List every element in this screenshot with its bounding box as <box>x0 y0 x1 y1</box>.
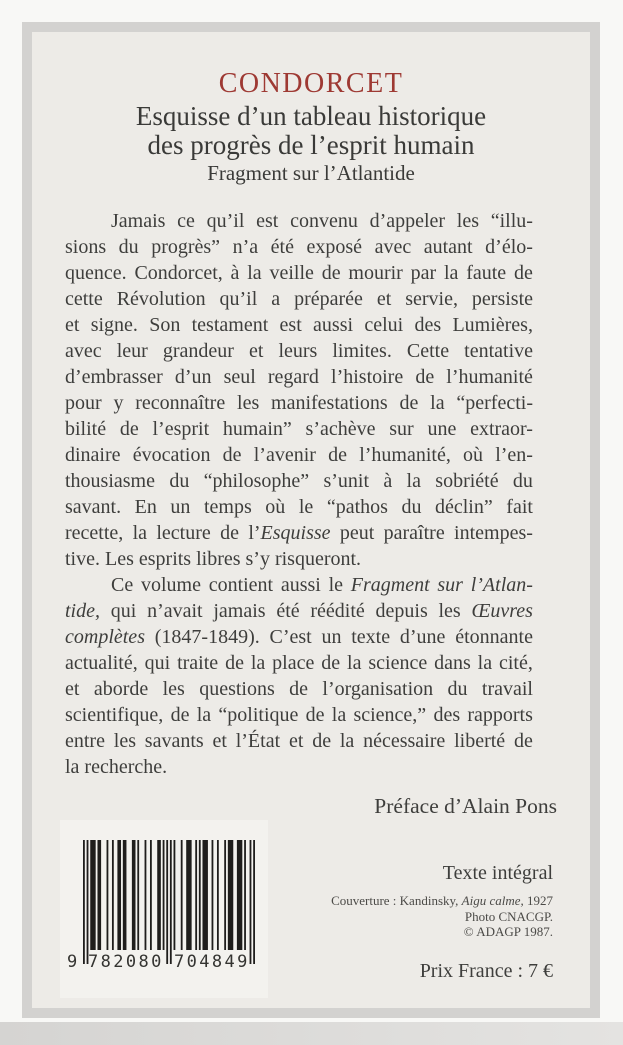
blurb-line: dinaire évocation de l’avenir de l’humanité, où l’en- <box>65 444 533 466</box>
blurb-line: la recherche. <box>65 756 168 778</box>
blurb-line: savant. En un temps où le “pathos du déclin” fait <box>65 496 533 518</box>
edition-note: Texte intégral <box>442 862 553 884</box>
credit-line: © ADAGP 1987. <box>463 924 553 939</box>
blurb-line: tive. Les esprits libres s’y risqueront. <box>65 548 362 570</box>
blurb-line: recette, la lecture de l’Esquisse peut paraître intempes- <box>65 522 533 544</box>
ean13-barcode <box>67 840 255 990</box>
blurb-line: scientifique, de la “politique de la science,” des rapports <box>65 704 533 726</box>
credit-line: Photo CNACGP. <box>464 908 553 924</box>
author-name: CONDORCET <box>218 68 404 99</box>
blurb-line: entre les savants et l’État et de la nécessaire liberté de <box>65 730 533 752</box>
barcode-system-digit: 9 <box>67 952 78 972</box>
table-surface-strip <box>0 1022 623 1045</box>
book-subtitle: Fragment sur l’Atlantide <box>207 161 415 185</box>
blurb-line: sions du progrès” n’a été exposé avec autant d’élo- <box>65 236 533 258</box>
preface-credit: Préface d’Alain Pons <box>374 794 557 818</box>
cover-art-credits <box>331 893 553 940</box>
cover-panel <box>22 22 600 1018</box>
barcode-bars <box>83 840 255 966</box>
blurb-line: d’embrasser d’un seul regard l’histoire de l’humanité <box>65 366 533 388</box>
blurb-line: tide, qui n’avait jamais été réédité depuis les Œuvres <box>65 600 533 622</box>
blurb-line: cette Révolution qu’il a préparée et servie, persiste <box>65 288 533 310</box>
blurb-line: thousiasme du “philosophe” s’unit à la sobriété du <box>65 470 533 492</box>
blurb-line: actualité, qui traite de la place de la science dans la cité, <box>65 652 533 674</box>
barcode-left-digits: 782080 <box>88 952 164 972</box>
blurb-line: complètes (1847-1849). C’est un texte d’une étonnante <box>65 626 533 648</box>
blurb <box>65 208 533 780</box>
book-title <box>32 102 590 160</box>
blurb-line: quence. Condorcet, à la veille de mourir par la faute de <box>65 262 533 284</box>
blurb-line: et aborde les questions de l’organisation du travail <box>65 678 533 700</box>
price-label: Prix France : 7 € <box>419 960 553 982</box>
blurb-line: bilité de l’esprit humain” s’achève sur une extraor- <box>65 418 533 440</box>
blurb-line: et signe. Son testament est aussi celui des Lumières, <box>65 314 533 336</box>
book-title-line2: des progrès de l’esprit humain <box>147 130 475 160</box>
credit-line: Couverture : Kandinsky, Aigu calme, 1927 <box>331 893 553 908</box>
barcode-right-digits: 704849 <box>174 952 250 972</box>
book-title-line1: Esquisse d’un tableau historique <box>135 101 487 131</box>
blurb-line: avec leur grandeur et leurs limites. Cette tentative <box>65 340 533 362</box>
blurb-line: pour y reconnaître les manifestations de la “perfecti- <box>65 392 533 414</box>
blurb-line: Jamais ce qu’il est convenu d’appeler les “illu- <box>111 210 533 232</box>
blurb-line: Ce volume contient aussi le Fragment sur l’Atlan- <box>111 574 533 596</box>
